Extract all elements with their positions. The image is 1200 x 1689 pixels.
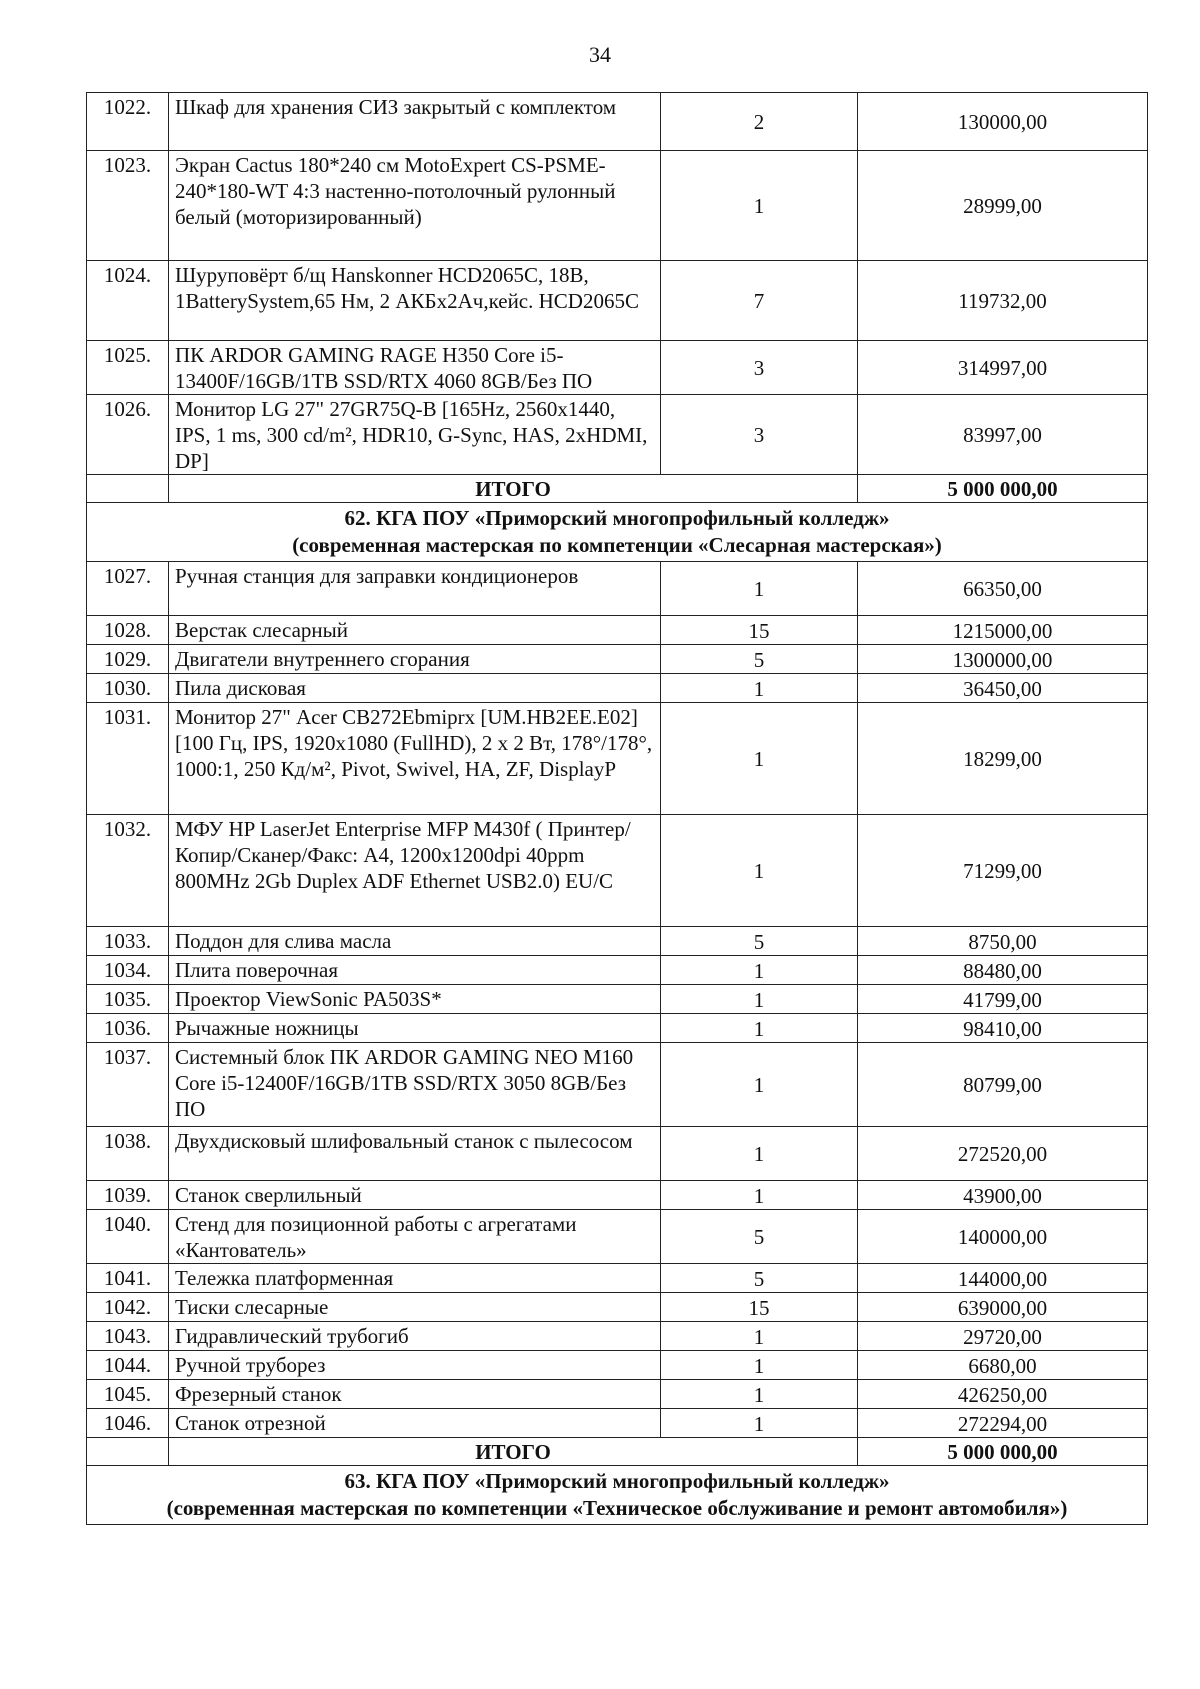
table-row <box>87 927 1148 956</box>
table-row <box>87 562 1148 616</box>
table-row <box>87 1380 1148 1409</box>
item-number: 1024. <box>87 261 169 341</box>
item-quantity: 5 <box>661 1210 858 1264</box>
item-cost: 29720,00 <box>858 1322 1148 1351</box>
item-description: Ручной труборез <box>169 1351 661 1380</box>
item-description: Гидравлический трубогиб <box>169 1322 661 1351</box>
item-cost: 66350,00 <box>858 562 1148 616</box>
table-row <box>87 815 1148 927</box>
item-quantity: 7 <box>661 261 858 341</box>
item-description: Станок отрезной <box>169 1409 661 1438</box>
item-quantity: 1 <box>661 151 858 261</box>
table-row <box>87 1127 1148 1181</box>
item-number: 1039. <box>87 1181 169 1210</box>
item-number: 1029. <box>87 645 169 674</box>
item-cost: 426250,00 <box>858 1380 1148 1409</box>
item-description: Двигатели внутреннего сгорания <box>169 645 661 674</box>
item-quantity: 1 <box>661 1351 858 1380</box>
total-label: ИТОГО <box>169 1438 858 1466</box>
item-cost: 28999,00 <box>858 151 1148 261</box>
item-description: Проектор ViewSonic PA503S* <box>169 985 661 1014</box>
item-description: Монитор LG 27" 27GR75Q-B [165Hz, 2560x1440, IPS, 1 ms, 300 cd/m², HDR10, G-Sync, HAS, 2xHDMI, DP] <box>169 395 661 475</box>
item-quantity: 1 <box>661 1043 858 1127</box>
item-description: ПК ARDOR GAMING RAGE H350 Core i5-13400F/16GB/1TB SSD/RTX 4060 8GB/Без ПО <box>169 341 661 395</box>
item-description: Двухдисковый шлифовальный станок с пылесосом <box>169 1127 661 1181</box>
item-number: 1028. <box>87 616 169 645</box>
item-cost: 144000,00 <box>858 1264 1148 1293</box>
total-row <box>87 475 1148 503</box>
item-description: Верстак слесарный <box>169 616 661 645</box>
item-quantity: 5 <box>661 645 858 674</box>
item-cost: 639000,00 <box>858 1293 1148 1322</box>
item-description: Фрезерный станок <box>169 1380 661 1409</box>
item-quantity: 1 <box>661 674 858 703</box>
item-cost: 1300000,00 <box>858 645 1148 674</box>
table-row <box>87 261 1148 341</box>
item-number: 1046. <box>87 1409 169 1438</box>
item-cost: 43900,00 <box>858 1181 1148 1210</box>
item-quantity: 5 <box>661 1264 858 1293</box>
section-header-63 <box>87 1466 1148 1525</box>
item-quantity: 5 <box>661 927 858 956</box>
page-number: 34 <box>589 42 611 67</box>
section-header-62-cell <box>87 503 1148 562</box>
item-quantity: 1 <box>661 815 858 927</box>
table-row <box>87 985 1148 1014</box>
total-label: ИТОГО <box>169 475 858 503</box>
section-header-62 <box>87 503 1148 562</box>
item-description: Станок сверлильный <box>169 1181 661 1210</box>
table-row <box>87 956 1148 985</box>
equipment-table <box>86 92 1148 1525</box>
item-quantity: 1 <box>661 1380 858 1409</box>
item-number: 1023. <box>87 151 169 261</box>
item-number: 1043. <box>87 1322 169 1351</box>
table-row <box>87 1181 1148 1210</box>
item-description: МФУ HP LaserJet Enterprise MFP M430f ( Принтер/Копир/Сканер/Факс: A4, 1200x1200dpi 40ppm 800MHz 2Gb Duplex ADF Ethernet USB2.0) EU/C <box>169 815 661 927</box>
table-row <box>87 703 1148 815</box>
item-number: 1027. <box>87 562 169 616</box>
item-number: 1031. <box>87 703 169 815</box>
item-cost: 18299,00 <box>858 703 1148 815</box>
item-description: Ручная станция для заправки кондиционеров <box>169 562 661 616</box>
item-cost: 1215000,00 <box>858 616 1148 645</box>
item-quantity: 15 <box>661 1293 858 1322</box>
total-value: 5 000 000,00 <box>858 475 1148 503</box>
section-subtitle: (современная мастерская по компетенции «Слесарная мастерская») <box>292 533 942 557</box>
item-cost: 314997,00 <box>858 341 1148 395</box>
item-cost: 6680,00 <box>858 1351 1148 1380</box>
item-description: Пила дисковая <box>169 674 661 703</box>
table-row <box>87 93 1148 151</box>
item-cost: 36450,00 <box>858 674 1148 703</box>
item-cost: 98410,00 <box>858 1014 1148 1043</box>
item-cost: 272520,00 <box>858 1127 1148 1181</box>
item-description: Поддон для слива масла <box>169 927 661 956</box>
total-empty-cell <box>87 1438 169 1466</box>
section-title: 62. КГА ПОУ «Приморский многопрофильный колледж» <box>344 506 890 530</box>
item-cost: 140000,00 <box>858 1210 1148 1264</box>
item-description: Монитор 27" Acer CB272Ebmiprx [UM.HB2EE.E02] [100 Гц, IPS, 1920x1080 (FullHD), 2 x 2 Вт, 178°/178°, 1000:1, 250 Кд/м², Pivot, Swivel, HA, ZF, DisplayP <box>169 703 661 815</box>
item-quantity: 15 <box>661 616 858 645</box>
table-row <box>87 1210 1148 1264</box>
section-header-63-cell <box>87 1466 1148 1525</box>
item-cost: 8750,00 <box>858 927 1148 956</box>
item-quantity: 3 <box>661 395 858 475</box>
item-description: Тележка платформенная <box>169 1264 661 1293</box>
item-description: Плита поверочная <box>169 956 661 985</box>
item-description: Системный блок ПК ARDOR GAMING NEO M160 Core i5-12400F/16GB/1TB SSD/RTX 3050 8GB/Без ПО <box>169 1043 661 1127</box>
item-description: Тиски слесарные <box>169 1293 661 1322</box>
item-number: 1035. <box>87 985 169 1014</box>
item-quantity: 1 <box>661 956 858 985</box>
item-number: 1033. <box>87 927 169 956</box>
item-cost: 83997,00 <box>858 395 1148 475</box>
item-cost: 130000,00 <box>858 93 1148 151</box>
item-number: 1042. <box>87 1293 169 1322</box>
item-cost: 41799,00 <box>858 985 1148 1014</box>
item-quantity: 1 <box>661 985 858 1014</box>
item-number: 1034. <box>87 956 169 985</box>
item-cost: 71299,00 <box>858 815 1148 927</box>
total-value: 5 000 000,00 <box>858 1438 1148 1466</box>
item-number: 1025. <box>87 341 169 395</box>
table-row <box>87 1014 1148 1043</box>
section-subtitle: (современная мастерская по компетенции «Техническое обслуживание и ремонт автомобиля») <box>166 1496 1068 1520</box>
table-row <box>87 1043 1148 1127</box>
table-row <box>87 395 1148 475</box>
table-row <box>87 645 1148 674</box>
item-number: 1030. <box>87 674 169 703</box>
section-title: 63. КГА ПОУ «Приморский многопрофильный колледж» <box>344 1469 890 1493</box>
item-quantity: 1 <box>661 1127 858 1181</box>
item-quantity: 1 <box>661 562 858 616</box>
item-number: 1037. <box>87 1043 169 1127</box>
item-cost: 272294,00 <box>858 1409 1148 1438</box>
item-quantity: 1 <box>661 1014 858 1043</box>
table-row <box>87 151 1148 261</box>
item-quantity: 2 <box>661 93 858 151</box>
item-number: 1040. <box>87 1210 169 1264</box>
table-row <box>87 1293 1148 1322</box>
item-number: 1044. <box>87 1351 169 1380</box>
item-quantity: 1 <box>661 703 858 815</box>
total-row <box>87 1438 1148 1466</box>
item-cost: 80799,00 <box>858 1043 1148 1127</box>
item-cost: 119732,00 <box>858 261 1148 341</box>
item-number: 1045. <box>87 1380 169 1409</box>
item-cost: 88480,00 <box>858 956 1148 985</box>
table-row <box>87 1264 1148 1293</box>
total-empty-cell <box>87 475 169 503</box>
item-quantity: 1 <box>661 1409 858 1438</box>
item-number: 1038. <box>87 1127 169 1181</box>
item-description: Экран Cactus 180*240 см MotoExpert CS-PSME-240*180-WT 4:3 настенно-потолочный рулонный белый (моторизированный) <box>169 151 661 261</box>
item-description: Стенд для позиционной работы с агрегатами «Кантователь» <box>169 1210 661 1264</box>
table-row <box>87 674 1148 703</box>
item-quantity: 1 <box>661 1322 858 1351</box>
item-number: 1032. <box>87 815 169 927</box>
table-row <box>87 616 1148 645</box>
item-number: 1041. <box>87 1264 169 1293</box>
item-description: Шуруповёрт б/щ Hanskonner HCD2065C, 18В, 1BatterySystem,65 Нм, 2 АКБх2Ач,кейс. HCD2065C <box>169 261 661 341</box>
table-row <box>87 1409 1148 1438</box>
item-quantity: 3 <box>661 341 858 395</box>
item-description: Шкаф для хранения СИЗ закрытый с комплектом <box>169 93 661 151</box>
item-number: 1036. <box>87 1014 169 1043</box>
table-row <box>87 1322 1148 1351</box>
table-row <box>87 1351 1148 1380</box>
item-description: Рычажные ножницы <box>169 1014 661 1043</box>
table-row <box>87 341 1148 395</box>
item-quantity: 1 <box>661 1181 858 1210</box>
item-number: 1026. <box>87 395 169 475</box>
item-number: 1022. <box>87 93 169 151</box>
